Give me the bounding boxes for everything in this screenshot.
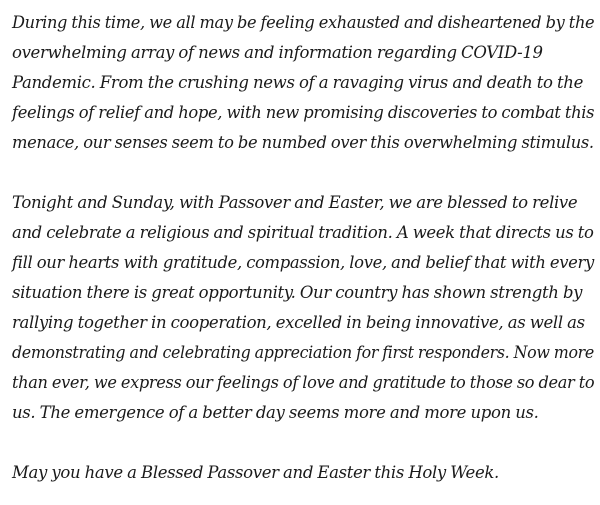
paragraph-covid-reflection: [12, 8, 594, 158]
text-line: than ever, we express our feelings of love and gratitude to those so dear to: [12, 373, 595, 392]
text-line: overwhelming array of news and information regarding COVID-19: [12, 43, 543, 62]
paragraph-closing-wish: [12, 458, 594, 488]
text-line: demonstrating and celebrating appreciation for first responders. Now more: [12, 343, 594, 362]
text-line: us. The emergence of a better day seems more and more upon us.: [12, 403, 539, 422]
text-line: May you have a Blessed Passover and Easter this Holy Week.: [12, 463, 499, 482]
text-line: situation there is great opportunity. Our country has shown strength by: [12, 283, 583, 302]
text-line: fill our hearts with gratitude, compassion, love, and belief that with every: [12, 253, 594, 272]
text-line: and celebrate a religious and spiritual tradition. A week that directs us to: [12, 223, 594, 242]
paragraph-passover-easter: [12, 188, 594, 428]
text-line: Pandemic. From the crushing news of a ravaging virus and death to the: [12, 73, 583, 92]
text-line: Tonight and Sunday, with Passover and Easter, we are blessed to relive: [12, 193, 578, 212]
text-line: rallying together in cooperation, excelled in being innovative, as well as: [12, 313, 585, 332]
text-line: menace, our senses seem to be numbed over this overwhelming stimulus.: [12, 133, 594, 152]
text-line: feelings of relief and hope, with new promising discoveries to combat this: [12, 103, 595, 122]
text-line: During this time, we all may be feeling exhausted and disheartened by the: [12, 13, 595, 32]
